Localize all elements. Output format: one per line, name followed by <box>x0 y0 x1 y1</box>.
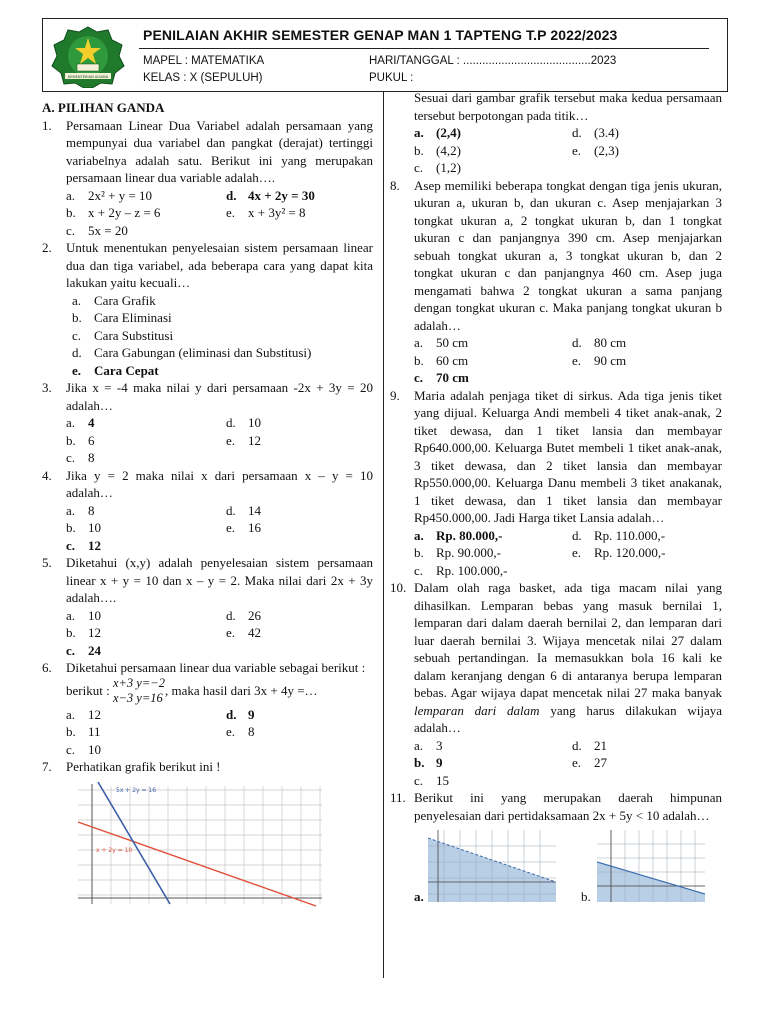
question-text: Dalam olah raga basket, ada tiga macam nilai yang dihasilkan. Lemparan bebas yang masuk bernilai 1, lemparan dari dalam daerah bernilai 2, dan lemparan dari luar daerah bernilai 3. Wijaya mencetak nilai 27 dalam sebuah pertandingan. Ia memasukkan bola 16 kali ke dalam keranjang dengan 6 di antaranya berupa lemparan bebas. Agar wijaya dapat mencetak nilai 27 maka banyak lemparan dari dalam yang harus dilakukan wijaya adalah… <box>414 580 723 735</box>
line-5x2y16 <box>98 782 170 904</box>
question-number: 3. <box>42 380 52 395</box>
question-4 <box>42 467 373 555</box>
option-e[interactable]: e. 16 <box>226 520 261 535</box>
option-a[interactable]: a. 2x² + y = 10 <box>66 187 153 203</box>
question-number: 11. <box>390 790 406 805</box>
question-text: Persamaan Linear Dua Variabel adalah persamaan yang mempunyai dua variabel dan pangkat (derajat) tertinggi variabelnya adalah satu. Berikut ini yang merupakan persamaan linear dua variable adalah…. <box>66 117 373 185</box>
option-b[interactable]: b. 60 cm <box>414 352 469 368</box>
column-divider <box>383 92 384 978</box>
option-b[interactable]: b. 10 <box>66 520 101 535</box>
option-a[interactable]: a. 3 <box>414 737 443 753</box>
question-text: Sesuai dari gambar grafik tersebut maka kedua persamaan tersebut berpotongan pada titik… <box>414 90 722 123</box>
question-text: Diketahui (x,y) adalah penyelesaian sistem persamaan linear x + y = 10 dan x – y = 2. Maka nilai dari 2x + 3y adalah…. <box>66 555 373 605</box>
mapel-label: MAPEL : MATEMATIKA <box>143 55 265 67</box>
label-x2y10: x + 2y = 10 <box>96 846 133 854</box>
question-7-continued <box>390 89 722 177</box>
question-text: Maria adalah penjaga tiket di sirkus. Ada tiga jenis tiket yang dijual. Keluarga Andi membeli 4 tiket anak-anak, 2 tiket dewasa, dan 1 tiket lansia dan membayar Rp640.000,00. Keluarga Butet membeli 1 tiket anak-anak, 3 tiket dewasa, dan 2 tiket lansia dan membayar Rp550.000,00. Keluarga Danu membeli 3 tiket anakanak, 1 tiket dewasa, dan 1 tiket lansia dan membayar Rp450.000,00. Jadi Harga tiket Lansia adalah… <box>414 387 722 525</box>
section-heading: A. PILIHAN GANDA <box>42 100 165 115</box>
option-d[interactable]: d. Rp. 110.000,- <box>572 527 666 543</box>
kelas-label: KELAS : X (SEPULUH) <box>143 72 263 84</box>
question-text: Jika y = 2 maka nilai x dari persamaan x – y = 10 adalah… <box>66 467 373 500</box>
option-d[interactable]: d. 10 <box>226 415 261 430</box>
header-rule <box>139 48 709 49</box>
option-c[interactable]: c. 15 <box>414 772 449 788</box>
question-text: Berikut ini yang merupakan daerah himpunan penyelesaian dari pertidaksamaan 2x + 5y < 10 adalah… <box>414 790 722 823</box>
option-e[interactable]: e. Cara Cepat <box>72 362 159 378</box>
question-text: Asep memiliki beberapa tongkat dengan tiga jenis ukuran, ukuran a, ukuran b, dan ukuran c. Asep menjajarkan 3 tongkat ukuran a, 2 tongkat ukuran b, dan 1 tongkat ukuran c dan panjangnya 390 cm. Asep menjajarkan sebuah tongkat ukuran a, 3 tongkat ukuran b, dan 2 tongkat ukuran c dan panjangnya 460 cm. Asep juga mengamati bahwa 2 tongkat ukuran a sama panjang dengan tongkat ukuran c. Maka panjang tongkat ukuran b adalah… <box>414 177 722 333</box>
option-e[interactable]: e. 90 cm <box>572 352 627 368</box>
question-9 <box>390 387 722 580</box>
option-c[interactable]: c. 70 cm <box>414 370 469 385</box>
question-5 <box>42 554 373 659</box>
option-d[interactable]: d. (3.4) <box>572 125 619 140</box>
option-b[interactable]: b. Rp. 90.000,- <box>414 545 501 560</box>
option-e[interactable]: e. x + 3y² = 8 <box>226 205 306 220</box>
question-text: Perhatikan grafik berikut ini ! <box>66 759 221 774</box>
option-c[interactable]: c. (1,2) <box>414 160 461 175</box>
option-b[interactable]: b. Cara Eliminasi <box>72 310 172 325</box>
question-number: 8. <box>390 177 400 193</box>
option-e[interactable]: e. (2,3) <box>572 142 619 158</box>
question-3 <box>42 379 373 467</box>
option-a-label[interactable]: a. <box>414 889 424 904</box>
question-number: 10. <box>390 580 407 595</box>
question-11 <box>390 789 722 910</box>
hari-label: HARI/TANGGAL : ........................................2023 <box>369 55 617 67</box>
option-b[interactable]: b. 6 <box>66 432 95 448</box>
question-number: 5. <box>42 555 52 570</box>
option-c[interactable]: c. Rp. 100.000,- <box>414 562 508 578</box>
question-number: 9. <box>390 387 400 403</box>
option-a[interactable]: a. 8 <box>66 502 95 518</box>
question-2 <box>42 239 373 379</box>
option-a[interactable]: a. 10 <box>66 607 101 623</box>
option-d[interactable]: d. 26 <box>226 607 261 623</box>
option-c[interactable]: c. 5x = 20 <box>66 222 128 238</box>
question-text: Diketahui persamaan linear dua variable sebagai berikut : berikut : x+3 y=−2 x−3 y=16 , maka hasil dari 3x + 4y =… <box>66 660 366 705</box>
option-e[interactable]: e. 8 <box>226 724 255 739</box>
question-8 <box>390 177 722 387</box>
option-c[interactable]: c. 24 <box>66 642 101 658</box>
question-1 <box>42 117 373 240</box>
option-b-graph[interactable] <box>597 830 705 902</box>
question-10 <box>390 579 722 789</box>
option-b-label[interactable]: b. <box>581 889 591 904</box>
question-number: 6. <box>42 660 52 675</box>
option-b[interactable]: b. 9 <box>414 755 443 770</box>
question-number: 4. <box>42 467 52 483</box>
option-d[interactable]: d. 80 cm <box>572 335 627 350</box>
option-a[interactable]: a. 12 <box>66 706 101 722</box>
left-column <box>42 99 373 908</box>
option-a[interactable]: a. (2,4) <box>414 125 461 140</box>
option-b[interactable]: b. 11 <box>66 724 101 739</box>
pukul-label: PUKUL : <box>369 72 414 84</box>
option-b[interactable]: b. x + 2y – z = 6 <box>66 205 161 220</box>
question-7 <box>42 758 373 908</box>
kemenag-logo <box>51 26 125 88</box>
option-d[interactable]: d. 4x + 2y = 30 <box>226 187 315 203</box>
option-a[interactable]: a. Cara Grafik <box>72 292 156 308</box>
option-a[interactable]: a. 50 cm <box>414 335 469 350</box>
right-column <box>390 89 722 910</box>
line-x2y10 <box>78 822 316 906</box>
option-d[interactable]: d. 21 <box>572 737 607 753</box>
question-text: Untuk menentukan penyelesaian sistem persamaan linear dua dan tiga variabel, ada beberapa cara yang dapat kita lakukan yaitu kecuali… <box>66 240 373 290</box>
question-text: Jika x = -4 maka nilai y dari persamaan -2x + 3y = 20 adalah… <box>66 380 373 413</box>
equation-system: x+3 y=−2 x−3 y=16 <box>112 675 165 705</box>
option-e[interactable]: e. 12 <box>226 432 261 448</box>
option-c[interactable]: c. 10 <box>66 741 101 757</box>
option-a-graph[interactable] <box>428 830 556 902</box>
option-b[interactable]: b. (4,2) <box>414 142 461 158</box>
exam-header <box>42 18 728 92</box>
option-a[interactable]: a. Rp. 80.000,- <box>414 527 503 543</box>
label-5x2y16: 5x + 2y = 16 <box>116 786 157 794</box>
option-e[interactable]: e. 42 <box>226 625 261 640</box>
option-a[interactable]: a. 4 <box>66 415 95 430</box>
question-number: 7. <box>42 759 52 774</box>
option-d[interactable]: d. Cara Gabungan (eliminasi dan Substitusi) <box>72 345 312 360</box>
option-d[interactable]: d. 14 <box>226 502 261 518</box>
logo-caption: KEMENTERIAN AGAMA <box>67 75 109 79</box>
option-b[interactable]: b. 12 <box>66 625 101 640</box>
question-number: 1. <box>42 117 52 133</box>
question-number: 2. <box>42 240 52 255</box>
option-c[interactable]: c. 12 <box>66 537 101 553</box>
option-e[interactable]: e. Rp. 120.000,- <box>572 545 666 560</box>
option-c[interactable]: c. Cara Substitusi <box>72 327 174 343</box>
question-6 <box>42 659 373 758</box>
option-d[interactable]: d. 9 <box>226 706 255 722</box>
option-e[interactable]: e. 27 <box>572 755 607 770</box>
exam-title: PENILAIAN AKHIR SEMESTER GENAP MAN 1 TAPTENG T.P 2022/2023 <box>143 27 618 43</box>
option-c[interactable]: c. 8 <box>66 450 95 465</box>
q7-graph <box>78 780 328 908</box>
